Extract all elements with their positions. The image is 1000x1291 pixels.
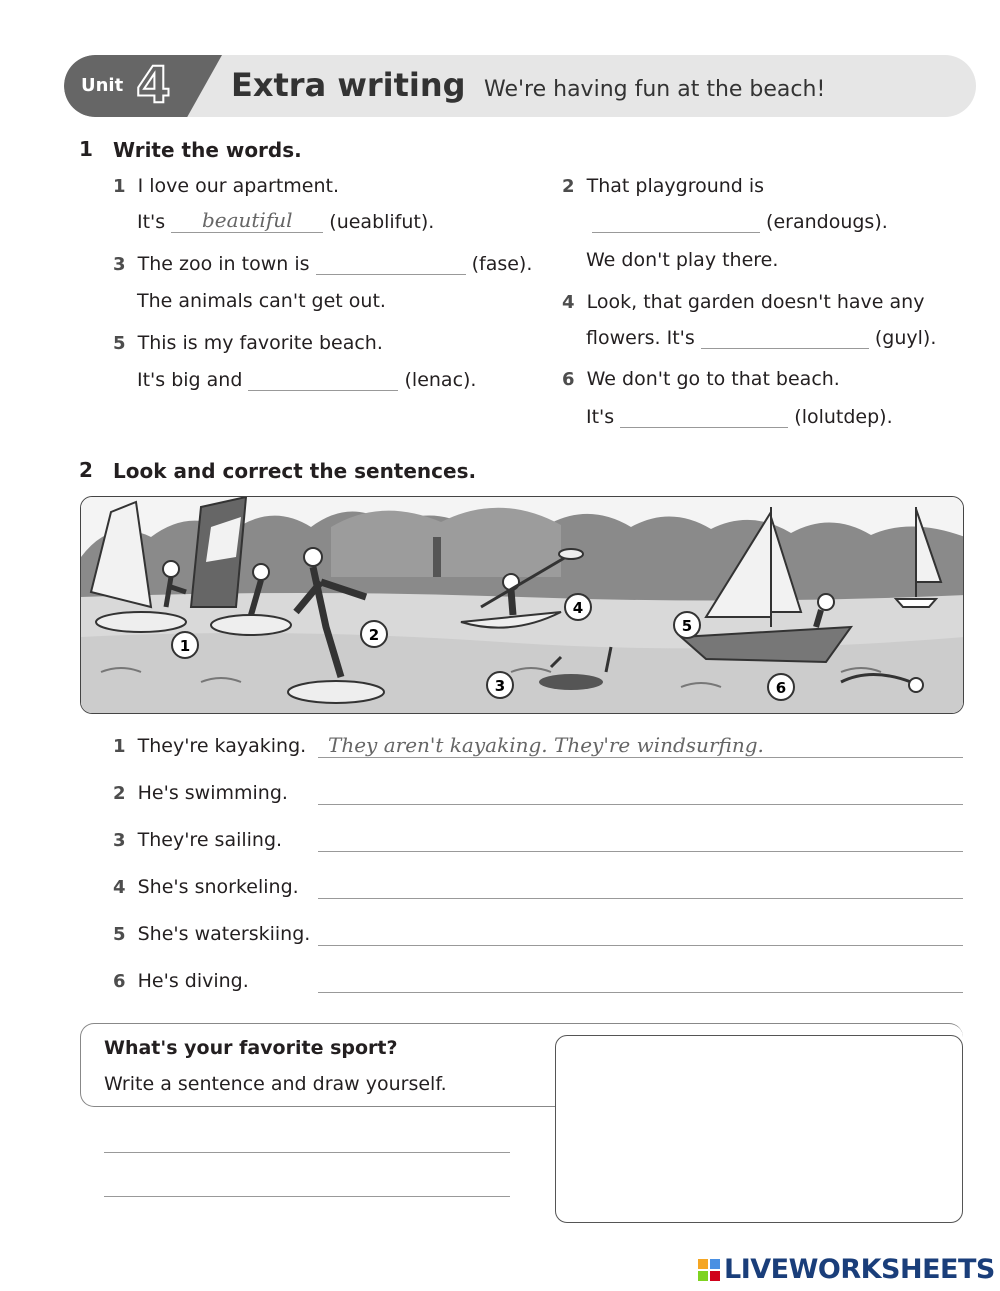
svg-text:3: 3 bbox=[494, 677, 506, 695]
drawing-area[interactable] bbox=[555, 1035, 963, 1223]
unit-number: 4 bbox=[136, 56, 171, 114]
s2-item-4-text: She's snorkeling. bbox=[137, 876, 299, 898]
svg-text:1: 1 bbox=[179, 637, 191, 655]
sentence-line-1[interactable] bbox=[104, 1152, 510, 1153]
section-1-number: 1 bbox=[79, 137, 93, 161]
s2-item-4 bbox=[113, 876, 299, 898]
s1-item-5-line2 bbox=[137, 369, 476, 391]
s1-item-1-blank[interactable] bbox=[171, 208, 323, 233]
unit-word: Unit bbox=[81, 75, 124, 96]
s2-item-1-line[interactable] bbox=[318, 757, 963, 758]
favorite-sport-instruction: Write a sentence and draw yourself. bbox=[104, 1073, 447, 1095]
s1-item-6-line2 bbox=[586, 406, 893, 428]
s1-item-4-text: Look, that garden doesn't have any bbox=[586, 291, 925, 313]
beach-scene-illustration bbox=[80, 496, 964, 714]
s1-item-3-line1 bbox=[113, 253, 532, 275]
s1-item-6-text: We don't go to that beach. bbox=[586, 368, 840, 390]
s1-item-2-line3: We don't play there. bbox=[586, 249, 779, 271]
s1-item-1-line2 bbox=[137, 208, 435, 233]
picture-label-2 bbox=[361, 621, 387, 647]
s1-item-5-number: 5 bbox=[113, 333, 126, 354]
s1-item-2-text: That playground is bbox=[586, 175, 765, 197]
s1-item-2-hint: (erandougs). bbox=[766, 211, 888, 233]
favorite-sport-question: What's your favorite sport? bbox=[104, 1037, 398, 1059]
section-2-number: 2 bbox=[79, 458, 93, 482]
s1-item-5-blank[interactable] bbox=[248, 371, 398, 391]
s1-item-1-line1 bbox=[113, 175, 339, 197]
s2-item-1-number: 1 bbox=[113, 736, 126, 757]
s1-item-2-line1 bbox=[562, 175, 764, 197]
s1-item-1-pre: It's bbox=[137, 211, 166, 233]
s1-item-2-number: 2 bbox=[562, 176, 575, 197]
sentence-line-2[interactable] bbox=[104, 1196, 510, 1197]
s1-item-4-pre: flowers. It's bbox=[586, 327, 695, 349]
s2-item-6-line[interactable] bbox=[318, 992, 963, 993]
picture-label-1 bbox=[172, 632, 198, 658]
s2-item-5-text: She's waterskiing. bbox=[137, 923, 311, 945]
s1-item-1-number: 1 bbox=[113, 176, 126, 197]
s2-item-1 bbox=[113, 735, 306, 757]
svg-text:2: 2 bbox=[368, 626, 380, 644]
s1-item-6-hint: (lolutdep). bbox=[794, 406, 893, 428]
picture-label-6 bbox=[768, 674, 794, 700]
s2-item-5-number: 5 bbox=[113, 924, 126, 945]
s1-item-6-number: 6 bbox=[562, 369, 575, 390]
s2-item-5-line[interactable] bbox=[318, 945, 963, 946]
s1-item-5-pre: It's big and bbox=[137, 369, 243, 391]
s1-item-3-number: 3 bbox=[113, 254, 126, 275]
s2-item-4-number: 4 bbox=[113, 877, 126, 898]
s1-item-4-line1 bbox=[562, 291, 924, 313]
s2-item-2-text: He's swimming. bbox=[137, 782, 288, 804]
picture-label-5 bbox=[674, 612, 700, 638]
svg-text:4: 4 bbox=[572, 599, 584, 617]
s2-item-2-line[interactable] bbox=[318, 804, 963, 805]
s1-item-5-hint: (lenac). bbox=[404, 369, 477, 391]
s1-item-5-text: This is my favorite beach. bbox=[137, 332, 383, 354]
s1-item-2-line2 bbox=[592, 211, 888, 233]
page-subtitle: We're having fun at the beach! bbox=[484, 77, 826, 102]
s1-item-2-blank[interactable] bbox=[592, 213, 760, 233]
s2-item-3 bbox=[113, 829, 282, 851]
s1-item-1-hint: (ueablifut). bbox=[329, 211, 435, 233]
s1-item-3-blank[interactable] bbox=[316, 255, 466, 275]
s2-item-3-text: They're sailing. bbox=[137, 829, 283, 851]
s1-item-3-pre: The zoo in town is bbox=[137, 253, 310, 275]
s2-item-1-answer: They aren't kayaking. They're windsurfing. bbox=[328, 733, 764, 757]
page-title: Extra writing bbox=[231, 66, 466, 104]
unit-header bbox=[64, 55, 976, 117]
s2-item-1-text: They're kayaking. bbox=[137, 735, 307, 757]
s1-item-1-text: I love our apartment. bbox=[137, 175, 339, 197]
s2-item-5 bbox=[113, 923, 310, 945]
picture-label-4 bbox=[565, 594, 591, 620]
liveworksheets-logo-icon bbox=[698, 1259, 720, 1281]
s1-item-3-hint: (fase). bbox=[471, 253, 533, 275]
s2-item-6-text: He's diving. bbox=[137, 970, 249, 992]
section-1-title: Write the words. bbox=[113, 138, 302, 162]
s2-item-3-number: 3 bbox=[113, 830, 126, 851]
beach-scene-drawing bbox=[81, 497, 964, 714]
picture-label-3 bbox=[487, 672, 513, 698]
section-2-title: Look and correct the sentences. bbox=[113, 459, 477, 483]
s2-item-3-line[interactable] bbox=[318, 851, 963, 852]
s2-item-2-number: 2 bbox=[113, 783, 126, 804]
s1-item-4-blank[interactable] bbox=[701, 329, 869, 349]
s1-item-4-number: 4 bbox=[562, 292, 575, 313]
s1-item-6-line1 bbox=[562, 368, 840, 390]
s1-item-1-answer: beautiful bbox=[201, 208, 293, 232]
s1-item-4-line2 bbox=[586, 327, 936, 349]
liveworksheets-brand: LIVEWORKSHEETS bbox=[724, 1254, 995, 1285]
svg-text:6: 6 bbox=[775, 679, 787, 697]
s2-item-6-number: 6 bbox=[113, 971, 126, 992]
s1-item-4-hint: (guyl). bbox=[874, 327, 937, 349]
s2-item-6 bbox=[113, 970, 249, 992]
s2-item-2 bbox=[113, 782, 288, 804]
s1-item-5-line1 bbox=[113, 332, 383, 354]
s1-item-6-pre: It's bbox=[586, 406, 615, 428]
s1-item-3-line2: The animals can't get out. bbox=[137, 290, 386, 312]
s1-item-6-blank[interactable] bbox=[620, 408, 788, 428]
s2-item-4-line[interactable] bbox=[318, 898, 963, 899]
svg-text:5: 5 bbox=[681, 617, 693, 635]
